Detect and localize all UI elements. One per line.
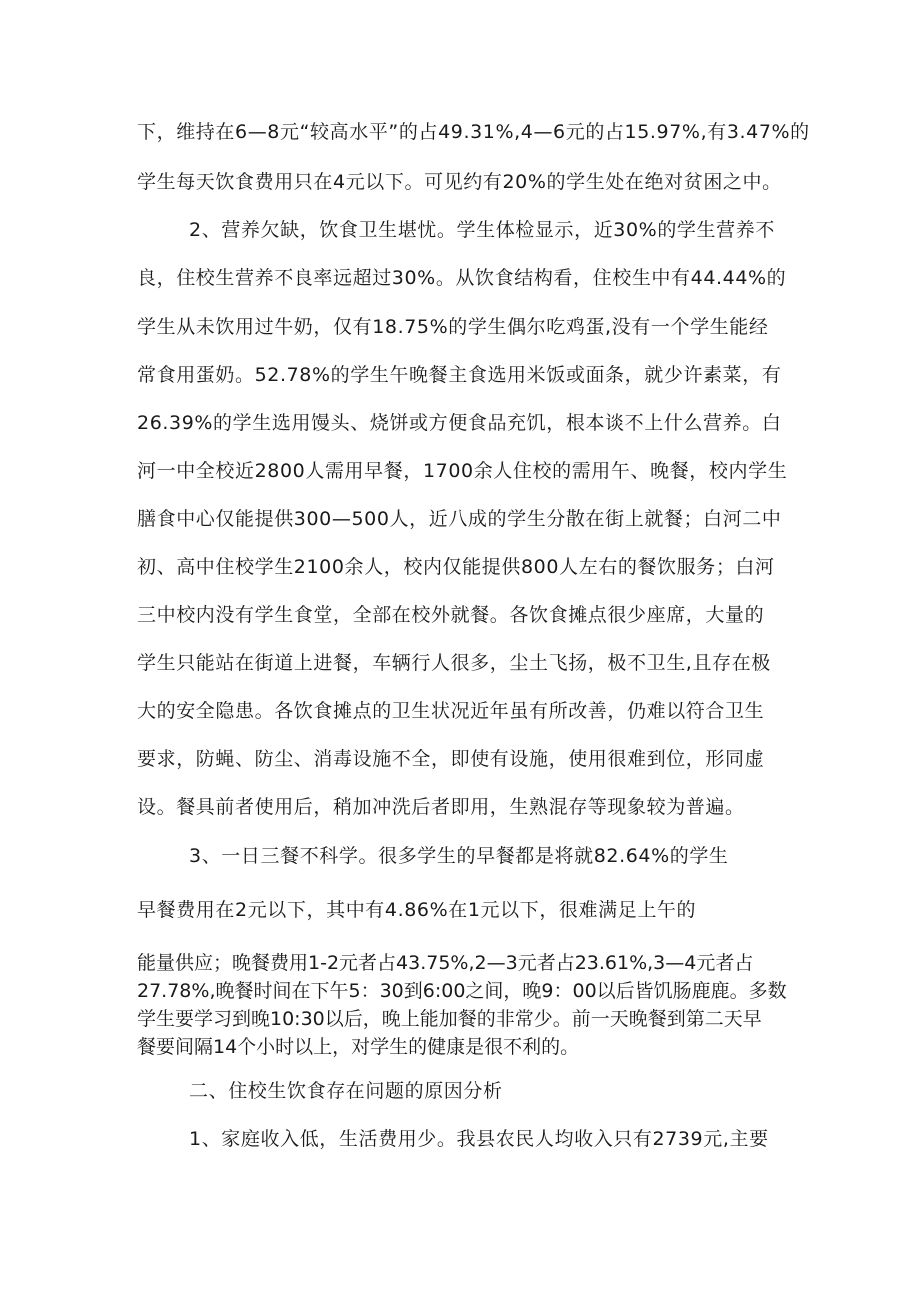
text-line: 初、高中住校学生2100余人，校内仅能提供800人左右的餐饮服务；白河 bbox=[137, 556, 775, 578]
text-line: 要求，防蝇、防尘、消毒设施不全，即使有设施，使用很难到位，形同虚 bbox=[137, 748, 765, 770]
text-line: 早餐费用在2元以下，其中有4.86%在1元以下，很难满足上午的 bbox=[137, 899, 697, 921]
text-line: 河一中全校近2800人需用早餐，1700余人住校的需用午、晚餐，校内学生 bbox=[137, 460, 788, 482]
text-line: 下，维持在6—8元“较高水平”的占49.31%,4—6元的占15.97%,有3.47%的 bbox=[137, 121, 810, 143]
text-line: 大的安全隐患。各饮食摊点的卫生状况近年虽有所改善，仍难以符合卫生 bbox=[137, 700, 765, 722]
section-heading: 二、住校生饮食存在问题的原因分析 bbox=[189, 1080, 503, 1102]
text-line: 常食用蛋奶。52.78%的学生午晚餐主食选用米饭或面条，就少许素菜，有 bbox=[137, 364, 782, 386]
text-line: 膳食中心仅能提供300—500人，近八成的学生分散在街上就餐；白河二中 bbox=[137, 508, 782, 530]
text-line: 学生每天饮食费用只在4元以下。可见约有20%的学生处在绝对贫困之中。 bbox=[137, 171, 782, 193]
text-line: 26.39%的学生选用馒头、烧饼或方便食品充饥，根本谈不上什么营养。白 bbox=[137, 412, 782, 434]
text-line: 能量供应；晚餐费用1-2元者占43.75%,2—3元者占23.61%,3—4元者占 bbox=[137, 952, 754, 974]
text-line: 良，住校生营养不良率远超过30%。从饮食结构看，住校生中有44.44%的 bbox=[137, 267, 787, 289]
text-line: 学生要学习到晚10:30以后，晚上能加餐的非常少。前一天晚餐到第二天早 bbox=[137, 1008, 762, 1030]
text-line: 餐要间隔14个小时以上，对学生的健康是很不利的。 bbox=[137, 1036, 580, 1058]
text-line: 27.78%,晚餐时间在下午5：30到6:00之间，晚9：00以后皆饥肠鹿鹿。多数 bbox=[137, 980, 787, 1002]
text-line: 学生从未饮用过牛奶，仅有18.75%的学生偶尔吃鸡蛋,没有一个学生能经 bbox=[137, 316, 769, 338]
text-line: 三中校内没有学生食堂，全部在校外就餐。各饮食摊点很少座席，大量的 bbox=[137, 604, 765, 626]
text-line: 设。餐具前者使用后，稍加冲洗后者即用，生熟混存等现象较为普遍。 bbox=[137, 796, 745, 818]
text-line: 2、营养欠缺，饮食卫生堪忧。学生体检显示，近30%的学生营养不 bbox=[189, 219, 775, 241]
text-line: 3、一日三餐不科学。很多学生的早餐都是将就82.64%的学生 bbox=[189, 845, 729, 867]
text-line: 1、家庭收入低，生活费用少。我县农民人均收入只有2739元,主要 bbox=[189, 1128, 769, 1150]
text-line: 学生只能站在街道上进餐，车辆行人很多，尘土飞扬，极不卫生,且存在极 bbox=[137, 652, 771, 674]
